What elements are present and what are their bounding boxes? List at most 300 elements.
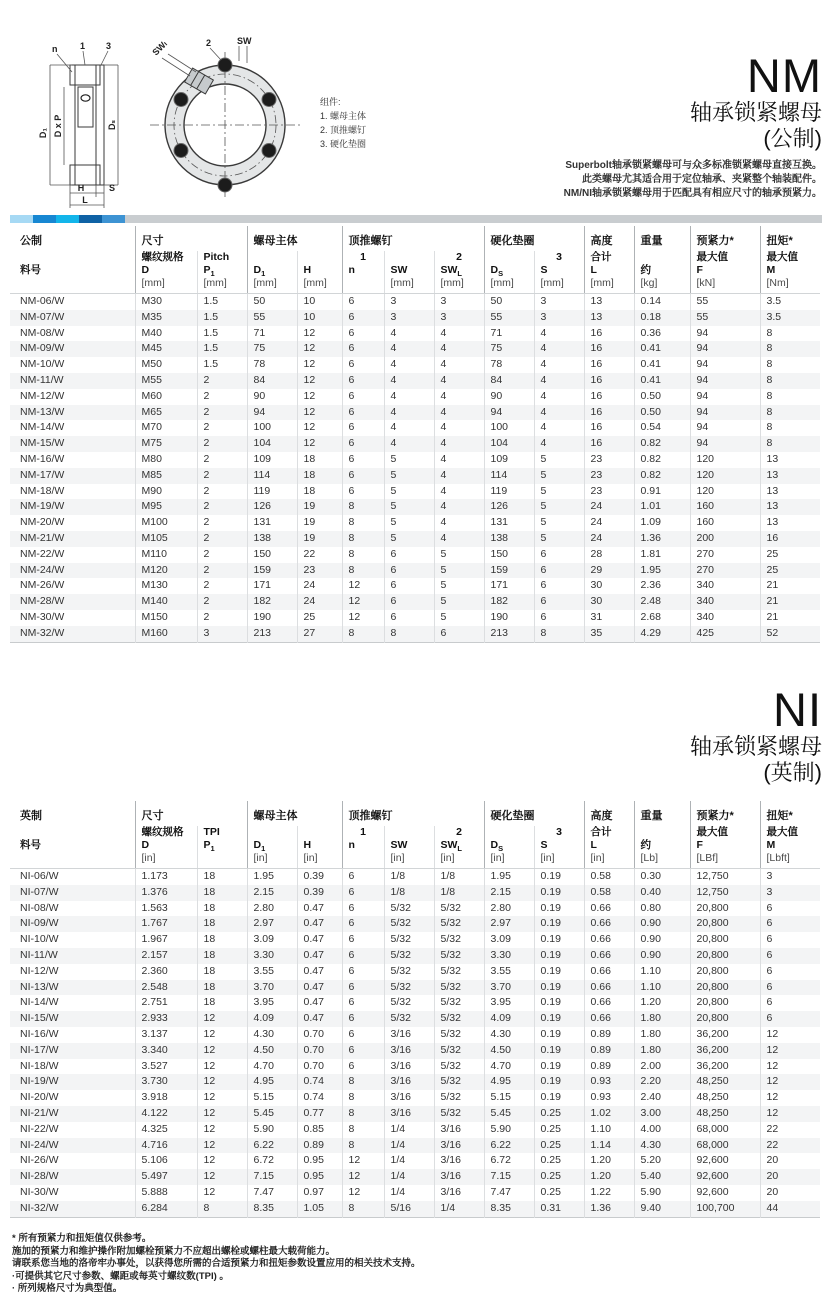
- value-cell: 6: [342, 916, 384, 932]
- value-cell: M35: [135, 310, 197, 326]
- value-cell: 6: [760, 948, 820, 964]
- value-cell: 6: [434, 626, 484, 642]
- value-cell: 2: [197, 373, 247, 389]
- technical-drawing-area: [10, 30, 530, 215]
- value-cell: 92,600: [690, 1169, 760, 1185]
- value-cell: 2: [197, 610, 247, 626]
- value-cell: 0.91: [634, 484, 690, 500]
- value-cell: M160: [135, 626, 197, 642]
- value-cell: 5.40: [634, 1169, 690, 1185]
- value-cell: 6: [760, 980, 820, 996]
- value-cell: 9.40: [634, 1201, 690, 1217]
- value-cell: 13: [760, 499, 820, 515]
- value-cell: 10: [297, 310, 342, 326]
- value-cell: 50: [247, 294, 297, 310]
- value-cell: 1.14: [584, 1138, 634, 1154]
- value-cell: 5/32: [384, 995, 434, 1011]
- column-header: 合计: [584, 826, 634, 839]
- value-cell: 160: [690, 515, 760, 531]
- value-cell: 12: [197, 1153, 247, 1169]
- value-cell: 1.5: [197, 326, 247, 342]
- column-header: M: [760, 264, 820, 277]
- value-cell: 1/8: [434, 869, 484, 885]
- value-cell: 1.01: [634, 499, 690, 515]
- column-group-header: 螺母主体: [247, 801, 342, 826]
- value-cell: 5.90: [484, 1122, 534, 1138]
- value-cell: 16: [584, 420, 634, 436]
- value-cell: 3/16: [384, 1059, 434, 1075]
- value-cell: 12: [197, 1027, 247, 1043]
- value-cell: 3/16: [434, 1138, 484, 1154]
- value-cell: 6: [760, 932, 820, 948]
- part-number-cell: NM-15/W: [20, 437, 65, 450]
- value-cell: 340: [690, 594, 760, 610]
- value-cell: 126: [247, 499, 297, 515]
- value-cell: 0.19: [534, 1074, 584, 1090]
- value-cell: 4: [434, 341, 484, 357]
- value-cell: 0.90: [634, 916, 690, 932]
- product-name: 轴承锁紧螺母: [689, 100, 822, 125]
- value-cell: 109: [247, 452, 297, 468]
- value-cell: 2: [197, 484, 247, 500]
- value-cell: 2.80: [484, 901, 534, 917]
- value-cell: 8: [342, 1138, 384, 1154]
- value-cell: 0.66: [584, 1011, 634, 1027]
- value-cell: 18: [197, 932, 247, 948]
- value-cell: 36,200: [690, 1043, 760, 1059]
- value-cell: 182: [484, 594, 534, 610]
- footnote-line: ·可提供其它尺寸参数、螺距或每英寸螺纹数(TPI) 。: [12, 1270, 229, 1282]
- value-cell: 21: [760, 610, 820, 626]
- table-row: [10, 436, 820, 452]
- part-number-cell: NM-21/W: [20, 531, 65, 544]
- value-cell: 0.25: [534, 1169, 584, 1185]
- table-row: [10, 1090, 820, 1106]
- value-cell: 120: [690, 452, 760, 468]
- value-cell: 3.340: [135, 1043, 197, 1059]
- table-row: [10, 405, 820, 421]
- component-legend: [320, 95, 366, 151]
- value-cell: 6: [342, 885, 384, 901]
- table-row: [10, 484, 820, 500]
- value-cell: 1.10: [584, 1122, 634, 1138]
- value-cell: 3.09: [247, 932, 297, 948]
- value-cell: 75: [484, 341, 534, 357]
- value-cell: 4: [384, 405, 434, 421]
- value-cell: 8: [342, 626, 384, 642]
- value-cell: 4: [534, 341, 584, 357]
- value-cell: 340: [690, 578, 760, 594]
- value-cell: 0.25: [534, 1106, 584, 1122]
- value-cell: 5/32: [434, 916, 484, 932]
- value-cell: 2.157: [135, 948, 197, 964]
- value-cell: 18: [197, 964, 247, 980]
- value-cell: 5: [534, 452, 584, 468]
- value-cell: 12,750: [690, 885, 760, 901]
- value-cell: 120: [690, 484, 760, 500]
- value-cell: 18: [197, 995, 247, 1011]
- value-cell: 3.730: [135, 1074, 197, 1090]
- column-header: 最大值: [690, 826, 760, 839]
- value-cell: 6: [342, 326, 384, 342]
- value-cell: 2: [197, 578, 247, 594]
- value-cell: 0.18: [634, 310, 690, 326]
- value-cell: 131: [247, 515, 297, 531]
- value-cell: 8: [760, 341, 820, 357]
- value-cell: 3/16: [434, 1153, 484, 1169]
- part-number-cell: NM-30/W: [20, 610, 65, 623]
- value-cell: 92,600: [690, 1185, 760, 1201]
- value-cell: 4: [384, 389, 434, 405]
- value-cell: 12: [197, 1185, 247, 1201]
- value-cell: 2.80: [247, 901, 297, 917]
- table-row: [10, 1185, 820, 1201]
- value-cell: 6: [342, 294, 384, 310]
- value-cell: 6: [384, 563, 434, 579]
- value-cell: 6: [342, 484, 384, 500]
- value-cell: 18: [197, 948, 247, 964]
- part-number-cell: NM-28/W: [20, 595, 65, 608]
- accent-bar-segment: [56, 215, 79, 223]
- product-variant: (英制): [763, 760, 822, 785]
- column-header: [10, 852, 135, 869]
- value-cell: 8: [760, 436, 820, 452]
- footnote-line: · 所列规格尺寸为典型值。: [12, 1283, 123, 1294]
- value-cell: 1/4: [384, 1122, 434, 1138]
- value-cell: 2.36: [634, 578, 690, 594]
- value-cell: 8: [760, 326, 820, 342]
- value-cell: 23: [584, 452, 634, 468]
- value-cell: 2: [197, 405, 247, 421]
- column-header: [in]: [297, 852, 342, 869]
- column-group-header: 高度: [584, 226, 634, 251]
- table-row: [10, 995, 820, 1011]
- table-row: [10, 1138, 820, 1154]
- value-cell: 4: [384, 373, 434, 389]
- value-cell: 5/32: [434, 1027, 484, 1043]
- column-group-header: 顶推螺钉: [342, 226, 484, 251]
- value-cell: 4: [434, 420, 484, 436]
- column-header: [484, 826, 534, 839]
- value-cell: 0.82: [634, 468, 690, 484]
- value-cell: 6: [342, 389, 384, 405]
- value-cell: 120: [690, 468, 760, 484]
- value-cell: 7.15: [247, 1169, 297, 1185]
- value-cell: 20,800: [690, 980, 760, 996]
- value-cell: 8: [342, 1074, 384, 1090]
- value-cell: 1.376: [135, 885, 197, 901]
- value-cell: 36,200: [690, 1059, 760, 1075]
- part-number-cell: NI-19/W: [20, 1075, 59, 1088]
- value-cell: 0.58: [584, 869, 634, 885]
- value-cell: 12: [342, 1169, 384, 1185]
- value-cell: 5/32: [384, 980, 434, 996]
- value-cell: 6.22: [247, 1138, 297, 1154]
- legend-item: 1. 螺母主体: [320, 111, 367, 121]
- table-row: [10, 578, 820, 594]
- value-cell: 21: [760, 578, 820, 594]
- value-cell: 138: [247, 531, 297, 547]
- value-cell: 1.767: [135, 916, 197, 932]
- value-cell: 5/32: [384, 932, 434, 948]
- label-n: n: [52, 44, 58, 54]
- value-cell: 171: [247, 578, 297, 594]
- table-row: [10, 932, 820, 948]
- value-cell: M90: [135, 484, 197, 500]
- column-header: SW: [384, 839, 434, 852]
- value-cell: 2: [197, 531, 247, 547]
- part-number-cell: NI-18/W: [20, 1059, 59, 1072]
- column-header: [634, 251, 690, 264]
- value-cell: 0.82: [634, 452, 690, 468]
- value-cell: 4.29: [634, 626, 690, 642]
- value-cell: 8: [342, 1090, 384, 1106]
- label-part3: 3: [106, 41, 112, 51]
- value-cell: 6: [384, 547, 434, 563]
- value-cell: 2: [197, 468, 247, 484]
- column-header: [mm]: [384, 277, 434, 294]
- value-cell: 18: [297, 468, 342, 484]
- value-cell: 2: [197, 452, 247, 468]
- part-number-cell: NI-24/W: [20, 1138, 59, 1151]
- column-header: D: [135, 839, 197, 852]
- label-swl: SWₗ: [150, 38, 170, 58]
- value-cell: 24: [584, 531, 634, 547]
- value-cell: 3.95: [484, 995, 534, 1011]
- table-row: [10, 357, 820, 373]
- value-cell: 78: [484, 357, 534, 373]
- column-header: [in]: [434, 852, 484, 869]
- value-cell: 0.39: [297, 885, 342, 901]
- value-cell: 0.19: [534, 995, 584, 1011]
- value-cell: 5: [534, 484, 584, 500]
- value-cell: 6: [342, 436, 384, 452]
- value-cell: 5/32: [384, 916, 434, 932]
- value-cell: 4: [534, 420, 584, 436]
- column-header: [Nm]: [760, 277, 820, 294]
- value-cell: 20: [760, 1153, 820, 1169]
- value-cell: 8: [342, 515, 384, 531]
- column-header: 最大值: [760, 826, 820, 839]
- part-number-cell: NI-26/W: [20, 1154, 59, 1167]
- column-header: [342, 852, 384, 869]
- value-cell: 55: [690, 294, 760, 310]
- value-cell: 0.47: [297, 980, 342, 996]
- value-cell: 22: [760, 1138, 820, 1154]
- value-cell: 1.81: [634, 547, 690, 563]
- column-header: $SW_L$: [434, 839, 484, 852]
- value-cell: 3: [534, 310, 584, 326]
- value-cell: 1.563: [135, 901, 197, 917]
- value-cell: 12: [297, 326, 342, 342]
- value-cell: 5.15: [484, 1090, 534, 1106]
- value-cell: 0.19: [534, 980, 584, 996]
- value-cell: 2: [197, 515, 247, 531]
- column-header: [mm]: [247, 277, 297, 294]
- value-cell: 84: [484, 373, 534, 389]
- value-cell: 2: [197, 420, 247, 436]
- value-cell: 1.80: [634, 1043, 690, 1059]
- value-cell: M55: [135, 373, 197, 389]
- column-header: [384, 826, 434, 839]
- value-cell: 6: [384, 594, 434, 610]
- value-cell: 5: [534, 468, 584, 484]
- value-cell: 5: [534, 515, 584, 531]
- column-group-header: 预紧力*: [690, 226, 760, 251]
- table-row: [10, 869, 820, 885]
- value-cell: 18: [197, 885, 247, 901]
- table-row: [10, 468, 820, 484]
- column-header: Pitch: [197, 251, 247, 264]
- value-cell: 6: [760, 901, 820, 917]
- value-cell: M150: [135, 610, 197, 626]
- value-cell: 19: [297, 515, 342, 531]
- column-header: 最大值: [690, 251, 760, 264]
- value-cell: 8: [342, 1201, 384, 1217]
- column-header: 3: [534, 251, 584, 264]
- value-cell: 20,800: [690, 1011, 760, 1027]
- value-cell: 12: [297, 389, 342, 405]
- value-cell: 4: [434, 515, 484, 531]
- accent-color-bar: [10, 215, 822, 223]
- value-cell: 48,250: [690, 1106, 760, 1122]
- column-header: F: [690, 839, 760, 852]
- value-cell: 1/4: [384, 1185, 434, 1201]
- value-cell: 1.36: [584, 1201, 634, 1217]
- table-row: [10, 563, 820, 579]
- part-number-cell: NM-08/W: [20, 326, 65, 339]
- value-cell: 8: [760, 373, 820, 389]
- value-cell: 4.122: [135, 1106, 197, 1122]
- value-cell: 55: [484, 310, 534, 326]
- value-cell: 0.74: [297, 1090, 342, 1106]
- value-cell: 4.30: [634, 1138, 690, 1154]
- value-cell: 12: [760, 1059, 820, 1075]
- footnote-line: 施加的预紧力和维护操作附加螺栓预紧力不应超出螺栓或螺柱最大载荷能力。: [12, 1245, 336, 1257]
- value-cell: 21: [760, 594, 820, 610]
- value-cell: 0.80: [634, 901, 690, 917]
- value-cell: 10: [297, 294, 342, 310]
- accent-bar-segment: [102, 215, 125, 223]
- column-group-header: 高度: [584, 801, 634, 826]
- value-cell: 3.09: [484, 932, 534, 948]
- table-row: [10, 499, 820, 515]
- value-cell: 5: [384, 452, 434, 468]
- value-cell: 0.85: [297, 1122, 342, 1138]
- value-cell: 0.47: [297, 995, 342, 1011]
- part-number-cell: NI-15/W: [20, 1012, 59, 1025]
- column-header: [247, 251, 297, 264]
- value-cell: 0.41: [634, 373, 690, 389]
- value-cell: 0.54: [634, 420, 690, 436]
- value-cell: 4: [434, 484, 484, 500]
- column-header: 3: [534, 826, 584, 839]
- column-group-header: 英制: [20, 810, 42, 822]
- column-header: S: [534, 264, 584, 277]
- value-cell: 94: [247, 405, 297, 421]
- part-number-cell: NI-22/W: [20, 1122, 59, 1135]
- description-line: NM/NI轴承锁紧螺母用于匹配具有相应尺寸的轴承预紧力。: [563, 188, 822, 199]
- value-cell: 16: [584, 357, 634, 373]
- value-cell: 0.19: [534, 901, 584, 917]
- value-cell: 5.106: [135, 1153, 197, 1169]
- column-header: [mm]: [135, 277, 197, 294]
- column-header: [342, 277, 384, 294]
- value-cell: 213: [247, 626, 297, 642]
- value-cell: 0.66: [584, 964, 634, 980]
- value-cell: 7.47: [484, 1185, 534, 1201]
- value-cell: 104: [484, 436, 534, 452]
- column-header: F: [690, 264, 760, 277]
- value-cell: 19: [297, 499, 342, 515]
- value-cell: 27: [297, 626, 342, 642]
- value-cell: 4: [434, 452, 484, 468]
- value-cell: 8.35: [484, 1201, 534, 1217]
- value-cell: 5: [434, 547, 484, 563]
- value-cell: 0.93: [584, 1090, 634, 1106]
- table-row: [10, 547, 820, 563]
- value-cell: 5/32: [434, 1074, 484, 1090]
- value-cell: 2: [197, 563, 247, 579]
- value-cell: 4: [434, 436, 484, 452]
- value-cell: 3.55: [484, 964, 534, 980]
- table-row: [10, 948, 820, 964]
- part-number-cell: NM-26/W: [20, 579, 65, 592]
- table-row: [10, 389, 820, 405]
- footnotes: [12, 1233, 421, 1296]
- part-number-cell: NI-17/W: [20, 1043, 59, 1056]
- value-cell: 20,800: [690, 916, 760, 932]
- table-row: [10, 1122, 820, 1138]
- value-cell: 0.50: [634, 389, 690, 405]
- value-cell: 2: [197, 547, 247, 563]
- value-cell: 0.70: [297, 1059, 342, 1075]
- value-cell: 1.173: [135, 869, 197, 885]
- value-cell: 30: [584, 578, 634, 594]
- value-cell: 213: [484, 626, 534, 642]
- part-number-cell: NI-20/W: [20, 1091, 59, 1104]
- value-cell: 16: [584, 373, 634, 389]
- value-cell: 1/4: [434, 1201, 484, 1217]
- column-header: [kg]: [634, 277, 690, 294]
- column-header: 螺纹规格: [135, 251, 197, 264]
- value-cell: 4.70: [484, 1059, 534, 1075]
- value-cell: 4: [534, 436, 584, 452]
- column-header: L: [584, 264, 634, 277]
- value-cell: 75: [247, 341, 297, 357]
- value-cell: 94: [690, 326, 760, 342]
- value-cell: 6: [342, 452, 384, 468]
- value-cell: 0.74: [297, 1074, 342, 1090]
- value-cell: 3.00: [634, 1106, 690, 1122]
- part-number-cell: NM-12/W: [20, 389, 65, 402]
- column-group-header: 公制: [20, 235, 42, 247]
- value-cell: 4.325: [135, 1122, 197, 1138]
- value-cell: 20,800: [690, 964, 760, 980]
- value-cell: 22: [760, 1122, 820, 1138]
- column-header: $P_1$: [197, 264, 247, 277]
- column-header: $D_1$: [247, 839, 297, 852]
- part-number-cell: NM-19/W: [20, 500, 65, 513]
- value-cell: 0.47: [297, 948, 342, 964]
- value-cell: 6: [342, 468, 384, 484]
- value-cell: 3.70: [247, 980, 297, 996]
- value-cell: M65: [135, 405, 197, 421]
- value-cell: 0.19: [534, 1027, 584, 1043]
- value-cell: 1.80: [634, 1027, 690, 1043]
- value-cell: 6: [342, 901, 384, 917]
- value-cell: 6: [342, 1011, 384, 1027]
